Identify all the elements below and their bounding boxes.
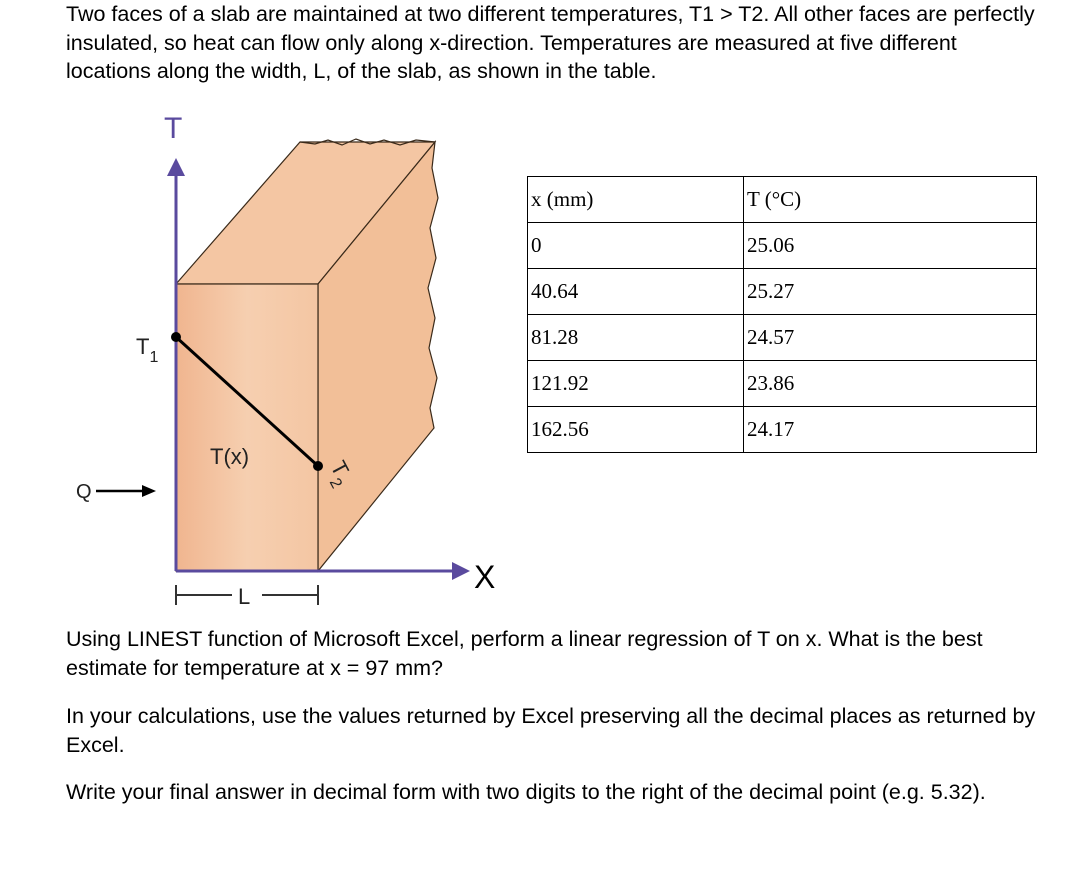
table-row [528,361,1037,407]
t2-label: $T_2$ [325,456,354,492]
t-axis-label: T [164,112,183,145]
cell-x: 40.64 [528,269,744,315]
table-row [528,315,1037,361]
problem-intro: Two faces of a slab are maintained at two different temperatures, T1 > T2. All other faces are perfectly insulated, so heat can flow only along x-direction. Temperatures are measured at five different locations along the width, L, of the slab, as shown in the table. [66,2,1035,83]
cell-x: 0 [528,223,744,269]
x-axis-arrowhead [452,562,470,580]
t-axis-arrowhead [167,158,185,176]
cell-t: 25.27 [744,269,1037,315]
t1-label: $T_1$ [136,334,159,366]
table-header-row [528,177,1037,223]
instruction-format: Write your final answer in decimal form with two digits to the right of the decimal point (e.g. 5.32). [66,780,986,804]
table-row [528,407,1037,453]
slab-diagram [60,108,520,608]
cell-x: 162.56 [528,407,744,453]
header-t: T (°C) [744,177,1037,223]
cell-x: 121.92 [528,361,744,407]
header-x: x (mm) [528,177,744,223]
t1-point [171,332,181,342]
table-row [528,223,1037,269]
question-text: Using LINEST function of Microsoft Excel, perform a linear regression of T on x. What is the best estimate for temperature at x = 97 mm? [66,627,983,680]
slab-front-face [176,284,318,571]
tx-label: T(x) [210,444,250,469]
cell-t: 24.57 [744,315,1037,361]
cell-x: 81.28 [528,315,744,361]
q-label: Q [76,481,92,503]
table-row [528,269,1037,315]
x-axis-label: X [474,559,496,595]
t2-point [313,461,323,471]
width-label: L [238,584,251,608]
instruction-decimals: In your calculations, use the values returned by Excel preserving all the decimal places as returned by Excel. [66,704,1036,757]
temperature-table [527,176,1037,453]
q-arrowhead [142,485,156,497]
cell-t: 23.86 [744,361,1037,407]
cell-t: 25.06 [744,223,1037,269]
cell-t: 24.17 [744,407,1037,453]
